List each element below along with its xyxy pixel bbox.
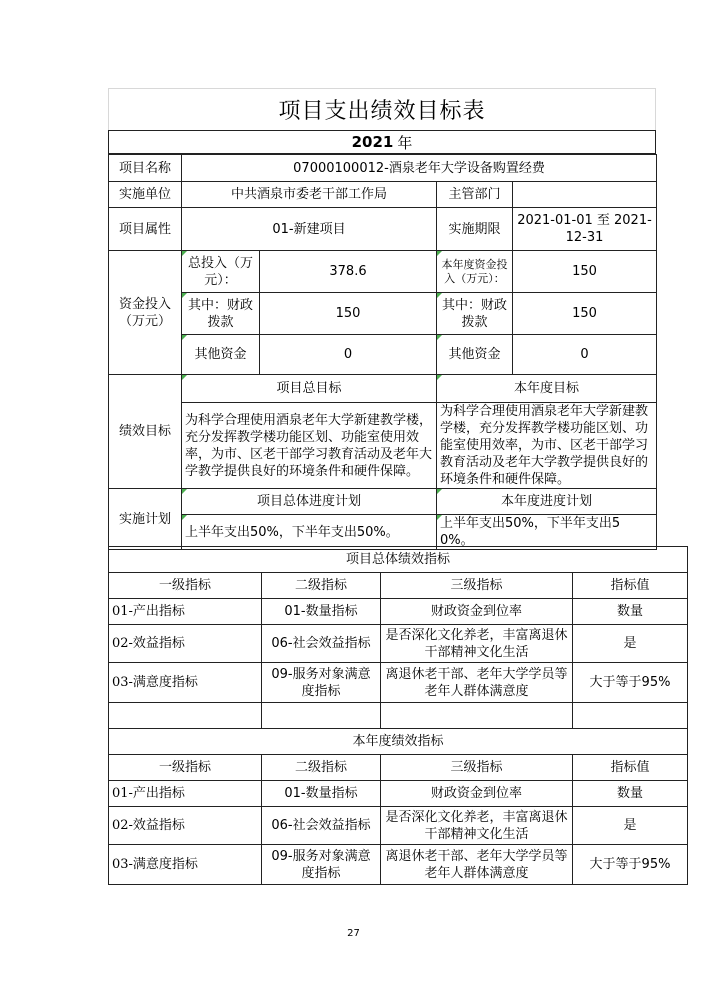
- indicator-level2: 06-社会效益指标: [262, 807, 381, 845]
- indicator-level2: 09-服务对象满意度指标: [262, 663, 381, 703]
- empty-cell: [381, 703, 573, 729]
- other-year-label: 其他资金: [437, 335, 513, 375]
- year-header-level1: 一级指标: [109, 755, 262, 781]
- overall-header-level2: 二级指标: [262, 573, 381, 599]
- year-plan-header: 本年度进度计划: [437, 489, 657, 515]
- indicator-level3: 财政资金到位率: [381, 599, 573, 625]
- plan-label: 实施计划: [109, 489, 182, 550]
- indicator-level3: 是否深化文化养老，丰富离退休干部精神文化生活: [381, 625, 573, 663]
- indicator-value: 数量: [573, 599, 688, 625]
- table-row: [109, 703, 688, 729]
- table-row: [109, 625, 688, 663]
- table-row: [109, 845, 688, 885]
- indicator-value: 是: [573, 625, 688, 663]
- empty-cell: [573, 703, 688, 729]
- project-info-table: [108, 154, 657, 550]
- overall-goal-header: 项目总目标: [182, 375, 437, 403]
- year-goal-header: 本年度目标: [437, 375, 657, 403]
- overall-plan-text: 上半年支出50%，下半年支出50%。: [182, 515, 437, 550]
- year-plan-text: 上半年支出50%，下半年支出50%。: [437, 515, 657, 550]
- indicator-level2: 01-数量指标: [262, 781, 381, 807]
- indicator-value: 数量: [573, 781, 688, 807]
- indicator-level1: 01-产出指标: [109, 599, 262, 625]
- total-input-value: 378.6: [260, 251, 437, 293]
- year-header-level2: 二级指标: [262, 755, 381, 781]
- indicator-value: 大于等于95%: [573, 663, 688, 703]
- indicator-value: 大于等于95%: [573, 845, 688, 885]
- overall-header-level1: 一级指标: [109, 573, 262, 599]
- goals-label: 绩效目标: [109, 375, 182, 489]
- indicator-level3: 财政资金到位率: [381, 781, 573, 807]
- fiscal-year-label: 其中：财政拨款: [437, 293, 513, 335]
- table-row: [109, 599, 688, 625]
- dept-value: [513, 182, 657, 208]
- indicator-level2: 06-社会效益指标: [262, 625, 381, 663]
- page-title: 项目支出绩效目标表: [108, 88, 656, 130]
- indicators-table: [108, 546, 688, 885]
- indicator-level2: 09-服务对象满意度指标: [262, 845, 381, 885]
- project-name-label: 项目名称: [109, 155, 182, 182]
- year-indicators-title: 本年度绩效指标: [109, 729, 688, 755]
- year-heading: [108, 130, 656, 154]
- overall-plan-header: 项目总体进度计划: [182, 489, 437, 515]
- attr-label: 项目属性: [109, 208, 182, 251]
- fiscal-total-value: 150: [260, 293, 437, 335]
- attr-value: 01-新建项目: [182, 208, 437, 251]
- indicator-level1: 01-产出指标: [109, 781, 262, 807]
- period-label: 实施期限: [437, 208, 513, 251]
- indicator-level3: 离退休老干部、老年大学学员等老年人群体满意度: [381, 663, 573, 703]
- indicator-level1: 02-效益指标: [109, 807, 262, 845]
- table-row: [109, 663, 688, 703]
- year-header-value: 指标值: [573, 755, 688, 781]
- empty-cell: [109, 703, 262, 729]
- indicator-level1: 02-效益指标: [109, 625, 262, 663]
- year-input-value: 150: [513, 251, 657, 293]
- project-name-value: 07000100012-酒泉老年大学设备购置经费: [182, 155, 657, 182]
- year-value: 2021: [351, 133, 394, 151]
- table-row: [109, 807, 688, 845]
- indicator-level1: 03-满意度指标: [109, 845, 262, 885]
- unit-value: 中共酒泉市委老干部工作局: [182, 182, 437, 208]
- funds-label: 资金投入（万元）: [109, 251, 182, 375]
- fiscal-label: 其中：财政拨款: [182, 293, 260, 335]
- overall-goal-text: 为科学合理使用酒泉老年大学新建教学楼，充分发挥教学楼功能区划、功能室使用效率，为市、区老干部学习教育活动及老年大学教学提供良好的环境条件和硬件保障。: [182, 403, 437, 489]
- indicator-level3: 离退休老干部、老年大学学员等老年人群体满意度: [381, 845, 573, 885]
- overall-header-value: 指标值: [573, 573, 688, 599]
- indicator-value: 是: [573, 807, 688, 845]
- page-number: 27: [347, 928, 360, 939]
- dept-label: 主管部门: [437, 182, 513, 208]
- indicator-level3: 是否深化文化养老，丰富离退休干部精神文化生活: [381, 807, 573, 845]
- fiscal-year-value: 150: [513, 293, 657, 335]
- total-input-label: 总投入（万元）：: [182, 251, 260, 293]
- overall-indicators-title: 项目总体绩效指标: [109, 547, 688, 573]
- other-year-value: 0: [513, 335, 657, 375]
- other-total-value: 0: [260, 335, 437, 375]
- overall-header-level3: 三级指标: [381, 573, 573, 599]
- year-input-label: 本年度资金投入（万元）：: [437, 251, 513, 293]
- year-header-level3: 三级指标: [381, 755, 573, 781]
- other-funds-label: 其他资金: [182, 335, 260, 375]
- indicator-level1: 03-满意度指标: [109, 663, 262, 703]
- indicator-level2: 01-数量指标: [262, 599, 381, 625]
- empty-cell: [262, 703, 381, 729]
- period-value: 2021-01-01 至 2021-12-31: [513, 208, 657, 251]
- year-suffix: 年: [397, 133, 413, 152]
- table-row: [109, 781, 688, 807]
- unit-label: 实施单位: [109, 182, 182, 208]
- year-goal-text: 为科学合理使用酒泉老年大学新建教学楼，充分发挥教学楼功能区划、功能室使用效率，为市、区老干部学习教育活动及老年大学教学提供良好的环境条件和硬件保障。: [437, 403, 657, 489]
